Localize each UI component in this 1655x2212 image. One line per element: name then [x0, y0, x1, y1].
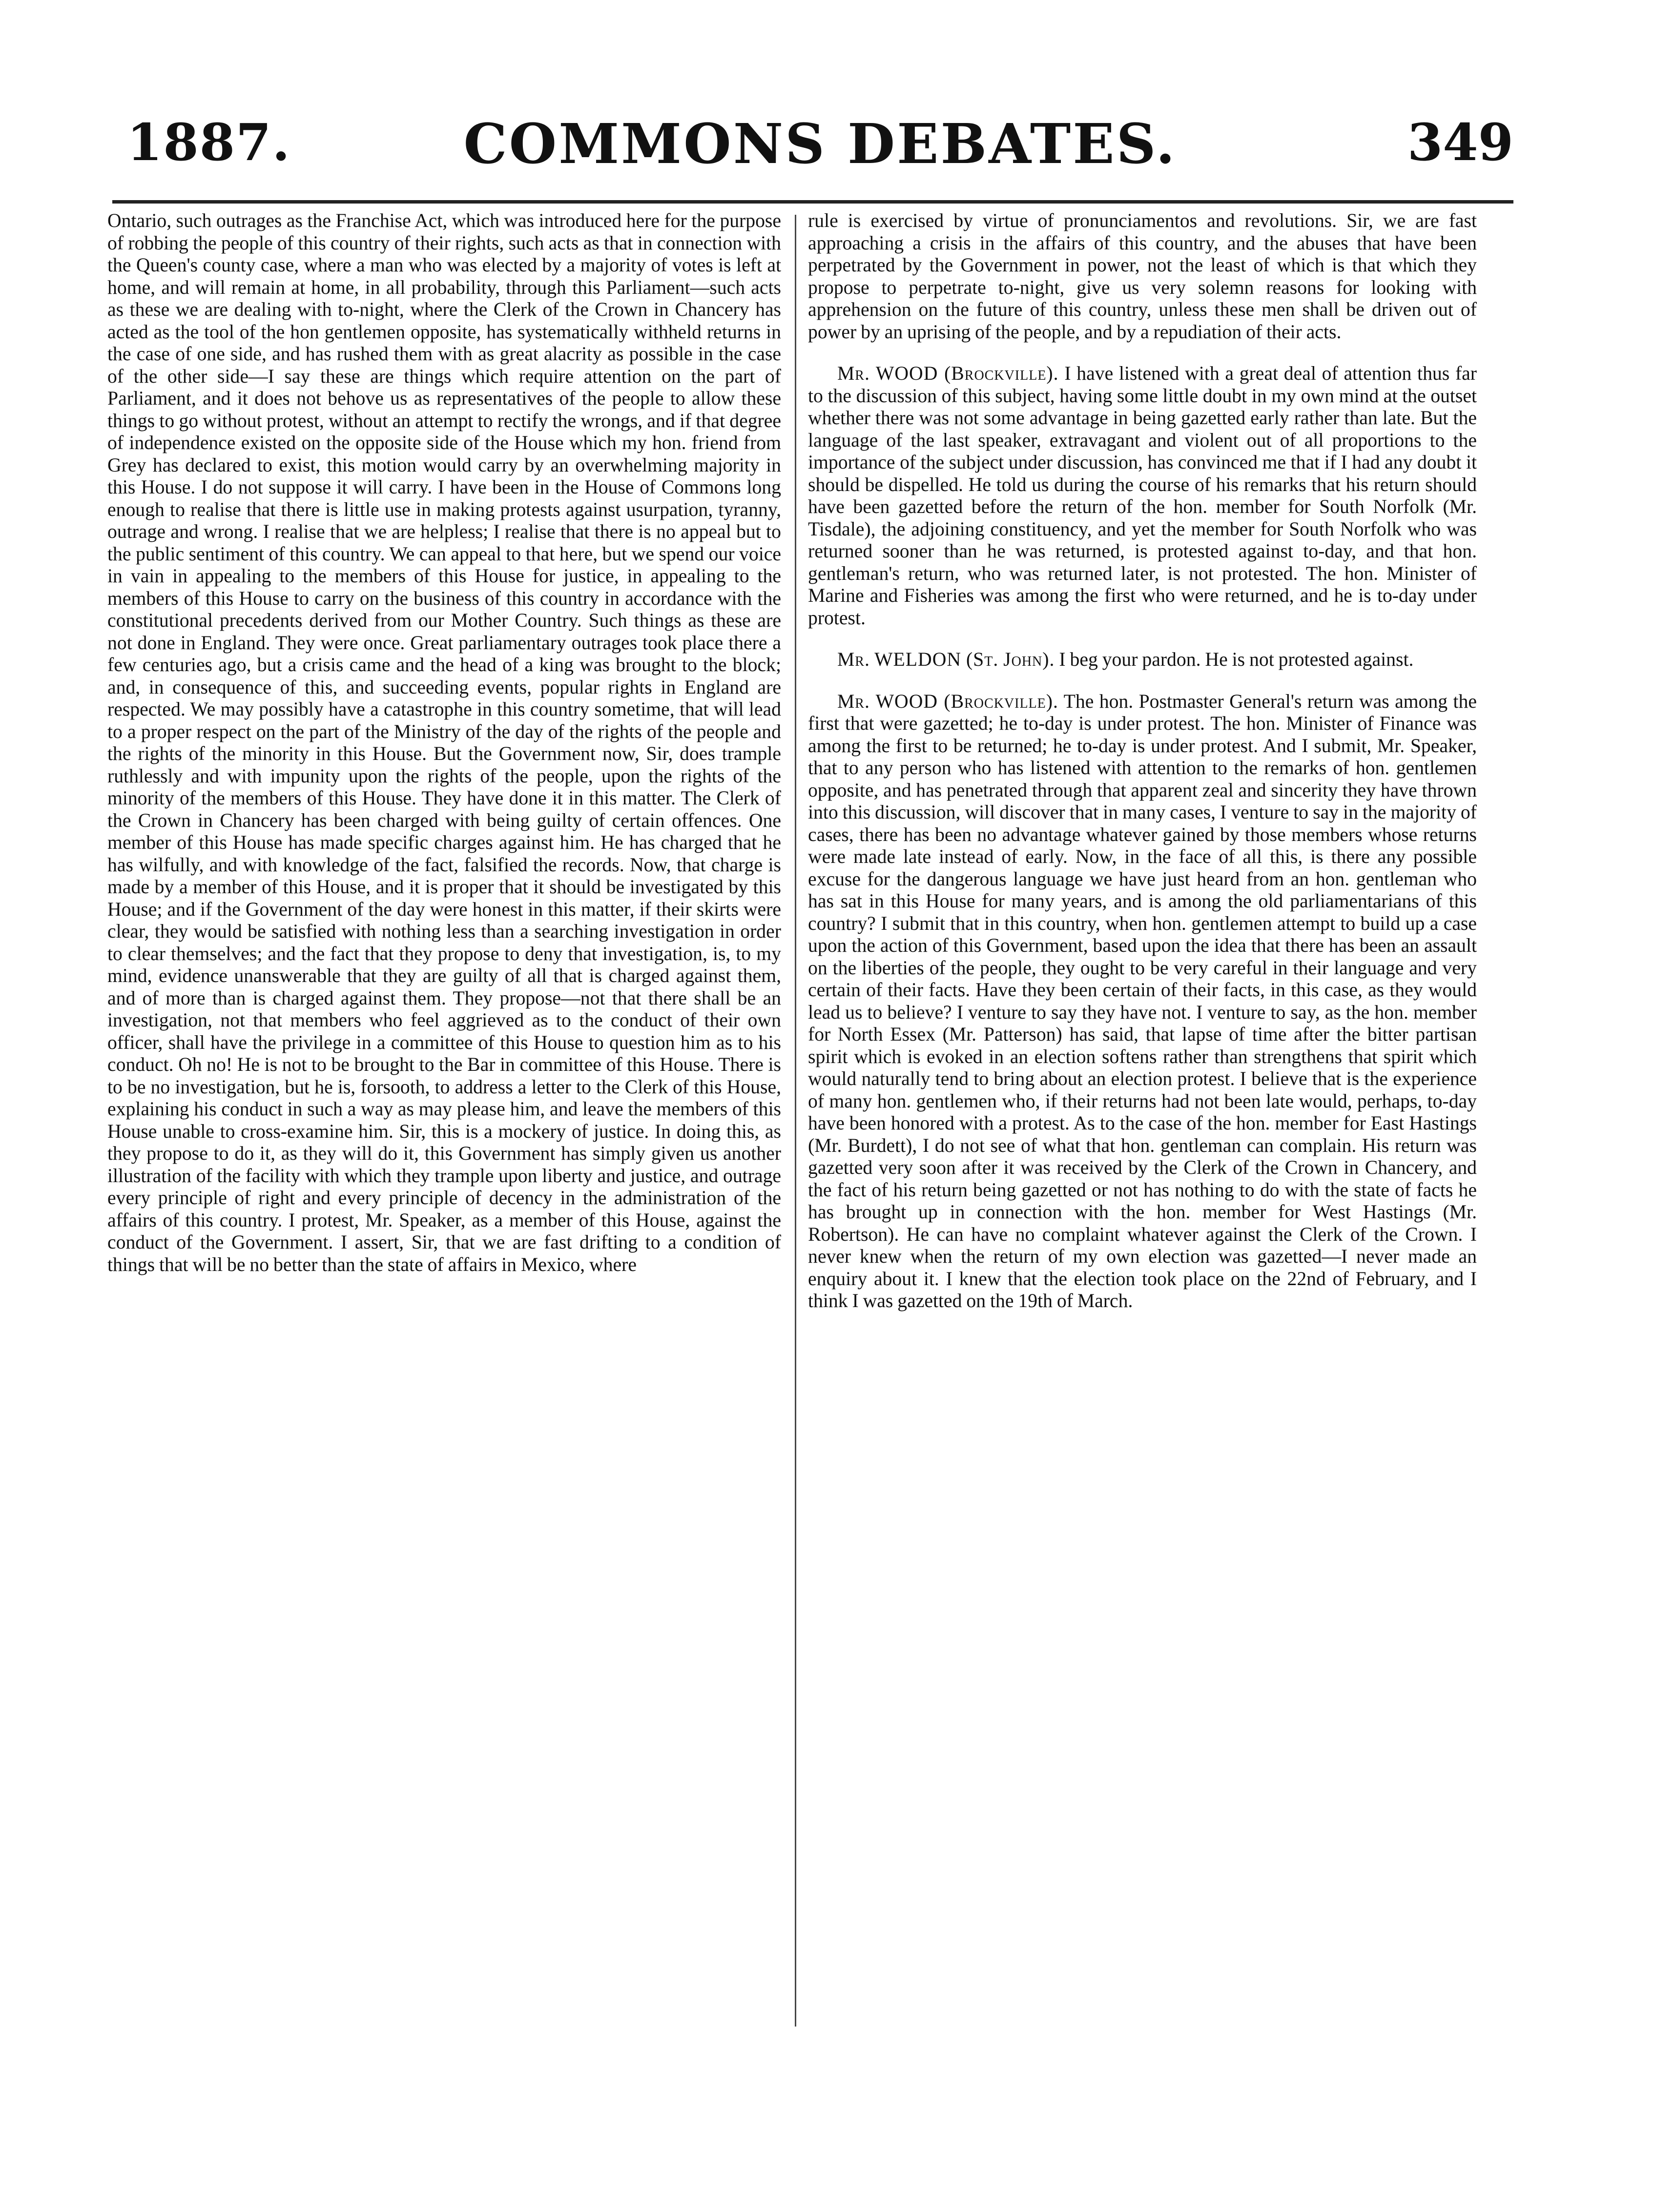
- speech-text: The hon. Postmaster General's return was among the first that were gazetted; he to-day is under protest. The hon. Minister of Finance was among the first to be returned; he to-day is under protest. And I submit, Mr. Speaker, that to any person who has listened with attention to the remarks of hon. gentlemen opposite, and has penetrated through that apparent zeal and sincerity they have thrown into this discussion, will discover that in many cases, I venture to say in the majority of cases, there has been no advantage whatever gained by those members whose returns were made late instead of early. Now, in the face of all this, is there any possible excuse for the dangerous language we have just heard from an hon. gentleman who has sat in this House for many years, and is among the old parliamentarians of this country? I submit that in this country, when hon. gentlemen attempt to build up a case upon the action of this Government, based upon the idea that there has been an assault on the liberties of the people, they ought to be very careful in their language and very certain of their facts. Have they been certain of their facts, in this case, as they would lead us to believe? I venture to say they have not. I venture to say, as the hon. member for North Essex (Mr. Patterson) has said, that lapse of time after the bitter partisan spirit which is evoked in an election softens rather than strengthens that spirit which would naturally tend to bring about an election protest. I believe that is the experience of many hon. gentlemen who, if their returns had not been late would, perhaps, to-day have been honored with a protest. As to the case of the hon. member for East Hastings (Mr. Burdett), I do not see of what that hon. gentleman can complain. His return was gazetted very soon after it was received by the Clerk of the Crown in Chancery, and the fact of his return being gazetted or not has nothing to do with the state of facts he has brought up in connection with the hon. member for West Hastings (Mr. Robertson). He can have no complaint whatever against the Clerk of the Crown. I never knew when the return of my own election was gazetted—I never made an enquiry about it. I knew that the election took place on the 22nd of February, and I think I was gazetted on the 19th of March.: [808, 690, 1477, 1311]
- right-column: [808, 210, 1477, 2027]
- left-paragraph: Ontario, such outrages as the Franchise Act, which was introduced here for the purpose of robbing the people of this country of their rights, such acts as that in connection with the Queen's county case, where a man who was elected by a majority of votes is left at home, and will remain at home, in all probability, through this Parliament—such acts as these we are dealing with to-night, where the Clerk of the Crown in Chancery has acted as the tool of the hon gentlemen opposite, has systematically withheld returns in the case of one side, and has rushed them with as great alacrity as possible in the case of the other side—I say these are things which require attention on the part of Parliament, and it does not behove us as representatives of the people to allow these things to go without protest, without an attempt to rectify the wrongs, and if that degree of independence existed on the opposite side of the House which my hon. friend from Grey has declared to exist, this motion would carry by an overwhelming majority in this House. I do not suppose it will carry. I have been in the House of Commons long enough to realise that there is little use in making protests against usurpation, tyranny, outrage and wrong. I realise that we are helpless; I realise that there is no appeal but to the public sentiment of this country. We can appeal to that here, but we spend our voice in vain in appealing to the members of this House for justice, in appealing to the members of this House to carry on the business of this country in accordance with the constitutional precedents derived from our Mother Country. Such things as these are not done in England. They were once. Great parliamentary outrages took place there a few centuries ago, but a crisis came and the head of a king was brought to the block; and, in consequence of this, and succeeding events, popular rights in England are respected. We may possibly have a catastrophe in this country sometime, that will lead to a proper respect on the part of the Ministry of the day of the rights of the people and the rights of the minority in this House. But the Government now, Sir, does trample ruthlessly and with impunity upon the rights of the people, upon the rights of the minority of the members of this House. They have done it in this matter. The Clerk of the Crown in Chancery has been charged with being guilty of certain offences. One member of this House has made specific charges against him. He has charged that he has wilfully, and with knowledge of the fact, falsified the records. Now, that charge is made by a member of this House, and it is proper that it should be investigated by this House; and if the Government of the day were honest in this matter, if their skirts were clear, they would be satisfied with nothing less than a searching investigation in order to clear themselves; and the fact that they propose to deny that investigation, is, to my mind, evidence unanswerable that they are guilty of all that is charged against them, and of more than is charged against them. They propose—not that there shall be an investigation, not that members who feel aggrieved as to the conduct of their own officer, shall have the privilege in a committee of this House to question him as to his conduct. Oh no! He is not to be brought to the Bar in committee of this House. There is to be no investigation, but he is, forsooth, to address a letter to the Clerk of this House, explaining his conduct in such a way as may please him, and leave the members of this House unable to cross-examine him. Sir, this is a mockery of justice. In doing this, as they propose to do it, as they will do it, this Government has simply given us another illustration of the facility with which they trample upon liberty and justice, and outrage every principle of right and every principle of decency in the administration of the affairs of this country. I protest, Mr. Speaker, as a member of this House, against the conduct of the Government. I assert, Sir, that we are fast drifting to a condition of things that will be no better than the state of affairs in Mexico, where: [107, 210, 781, 1275]
- page-number: 349: [1407, 112, 1513, 172]
- page-header: [127, 112, 1513, 195]
- left-column: [107, 210, 781, 2027]
- speaker-name: Mr. WOOD (Brockville).: [837, 690, 1058, 712]
- speech-weldon: [808, 649, 1477, 671]
- speech-wood-2: [808, 691, 1477, 1312]
- header-year: 1887.: [127, 112, 291, 172]
- speaker-name: Mr. WOOD (Brockville).: [837, 363, 1059, 384]
- speech-wood-1: [808, 363, 1477, 629]
- speech-text: I beg your pardon. He is not protested against.: [1059, 649, 1414, 670]
- right-paragraph-continued: rule is exercised by virtue of pronunciamentos and revolutions. Sir, we are fast approaching a crisis in the affairs of this country, and the abuses that have been perpetrated by the Government in power, not the least of which is that which they propose to perpetrate to-night, give us very solemn reasons for looking with apprehension on the future of this country, unless these men shall be driven out of power by an uprising of the people, and by a repudiation of their acts.: [808, 210, 1477, 343]
- speaker-name: Mr. WELDON (St. John).: [837, 649, 1055, 670]
- header-title: COMMONS DEBATES.: [463, 112, 1177, 176]
- header-rule: [112, 200, 1513, 204]
- column-divider: [795, 215, 796, 2027]
- speech-text: I have listened with a great deal of attention thus far to the discussion of this subject, having some little doubt in my own mind at the outset whether there was not some advantage in being gazetted early rather than late. But the language of the last speaker, extravagant and violent out of all proportions to the importance of the subject under discussion, has convinced me that if I had any doubt it should be dispelled. He told us during the course of his remarks that his return should have been gazetted before the return of the hon. member for South Norfolk (Mr. Tisdale), the adjoining constituency, and yet the member for South Norfolk who was returned sooner than he was returned, is protested against to-day, and that hon. gentleman's return, who was returned later, is not protested. The hon. Minister of Marine and Fisheries was among the first who were returned, and he is to-day under protest.: [808, 363, 1477, 629]
